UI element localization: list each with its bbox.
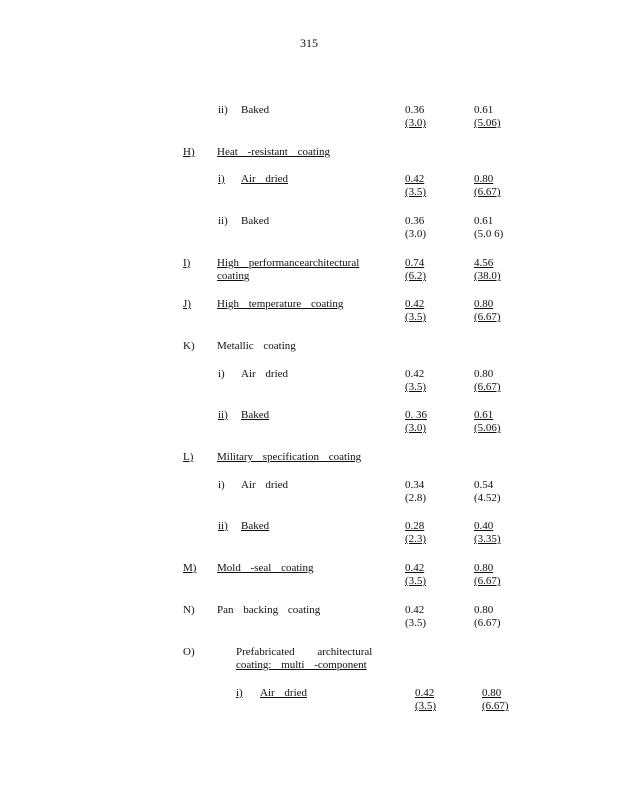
value-kg-l-solids: (6.67) [474,617,501,629]
value-kg-l-solids: (6.67) [474,381,501,393]
value-lb-gal-solids: 0.80 [482,687,502,699]
value-kg-l: (3.0) [405,422,427,434]
value-kg-l-solids: (6.67) [474,311,501,323]
value-kg-l: (3.5) [405,575,427,587]
value-lb-gal-solids: 0.61 [474,215,494,227]
value-lb-gal: 0.42 [405,298,425,310]
section-title-continued: coating: multi -component [236,659,367,671]
section-letter: I) [183,257,191,269]
section-letter: N) [183,604,195,616]
value-lb-gal: 0.28 [405,520,425,532]
value-lb-gal-solids: 0.40 [474,520,494,532]
value-lb-gal: 0.34 [405,479,425,491]
value-kg-l: (3.5) [405,186,427,198]
item-label: Baked [241,520,270,532]
value-lb-gal: 0.36 [405,104,425,116]
value-kg-l: (3.5) [415,700,437,712]
section-title: Prefabricated architectural [236,646,373,658]
section-title: Pan backing coating [217,604,321,616]
value-kg-l: (6.2) [405,270,427,282]
item-marker: i) [218,368,225,380]
item-marker: ii) [218,520,228,532]
section-letter: O) [183,646,195,658]
value-kg-l-solids: (5.0 6) [474,228,504,240]
item-marker: i) [236,687,243,699]
section-letter: K) [183,340,195,352]
value-kg-l-solids: (6.67) [482,700,509,712]
section-title: Heat -resistant coating [217,146,330,158]
section-letter: L) [183,451,194,463]
value-kg-l-solids: (6.67) [474,186,501,198]
section-title: Military specification coating [217,451,362,463]
item-label: Air dried [260,687,308,699]
section-letter: M) [183,562,197,574]
value-kg-l-solids: (4.52) [474,492,501,504]
value-kg-l-solids: (6.67) [474,575,501,587]
item-marker: ii) [218,215,228,227]
section-letter: H) [183,146,195,158]
value-lb-gal: 0.42 [405,368,425,380]
value-kg-l-solids: (3.35) [474,533,501,545]
item-marker: ii) [218,409,228,421]
value-lb-gal-solids: 0.54 [474,479,494,491]
item-label: Air dried [241,368,289,380]
value-kg-l: (2.3) [405,533,427,545]
value-lb-gal-solids: 0.61 [474,409,494,421]
item-label: Baked [241,215,270,227]
value-kg-l: (3.5) [405,381,427,393]
value-lb-gal: 0.74 [405,257,425,269]
value-lb-gal-solids: 0.80 [474,298,494,310]
section-title: Mold -seal coating [217,562,314,574]
item-label: Air dried [241,173,289,185]
value-kg-l: (2.8) [405,492,427,504]
value-lb-gal: 0.42 [405,562,425,574]
value-lb-gal-solids: 0.80 [474,173,494,185]
value-kg-l: (3.0) [405,117,427,129]
value-lb-gal: 0.42 [405,173,425,185]
value-kg-l-solids: (5.06) [474,422,501,434]
value-kg-l-solids: (38.0) [474,270,501,282]
item-marker: ii) [218,104,228,116]
value-lb-gal-solids: 0.61 [474,104,494,116]
value-lb-gal: 0.36 [405,215,425,227]
item-label: Baked [241,104,270,116]
value-lb-gal-solids: 0.80 [474,604,494,616]
value-lb-gal: 0.42 [405,604,425,616]
section-letter: J) [183,298,191,310]
value-kg-l: (3.5) [405,617,427,629]
value-lb-gal: 0.42 [415,687,435,699]
value-kg-l-solids: (5.06) [474,117,501,129]
value-kg-l: (3.0) [405,228,427,240]
item-label: Air dried [241,479,289,491]
section-title-continued: coating [217,270,250,282]
value-lb-gal-solids: 4.56 [474,257,494,269]
item-marker: i) [218,173,225,185]
item-marker: i) [218,479,225,491]
value-kg-l: (3.5) [405,311,427,323]
section-title: Metallic coating [217,340,296,352]
page-number: 315 [300,36,318,50]
value-lb-gal-solids: 0.80 [474,368,494,380]
section-title: High temperature coating [217,298,344,310]
section-title: High performancearchitectural [217,257,360,269]
value-lb-gal: 0. 36 [405,409,427,421]
value-lb-gal-solids: 0.80 [474,562,494,574]
item-label: Baked [241,409,270,421]
